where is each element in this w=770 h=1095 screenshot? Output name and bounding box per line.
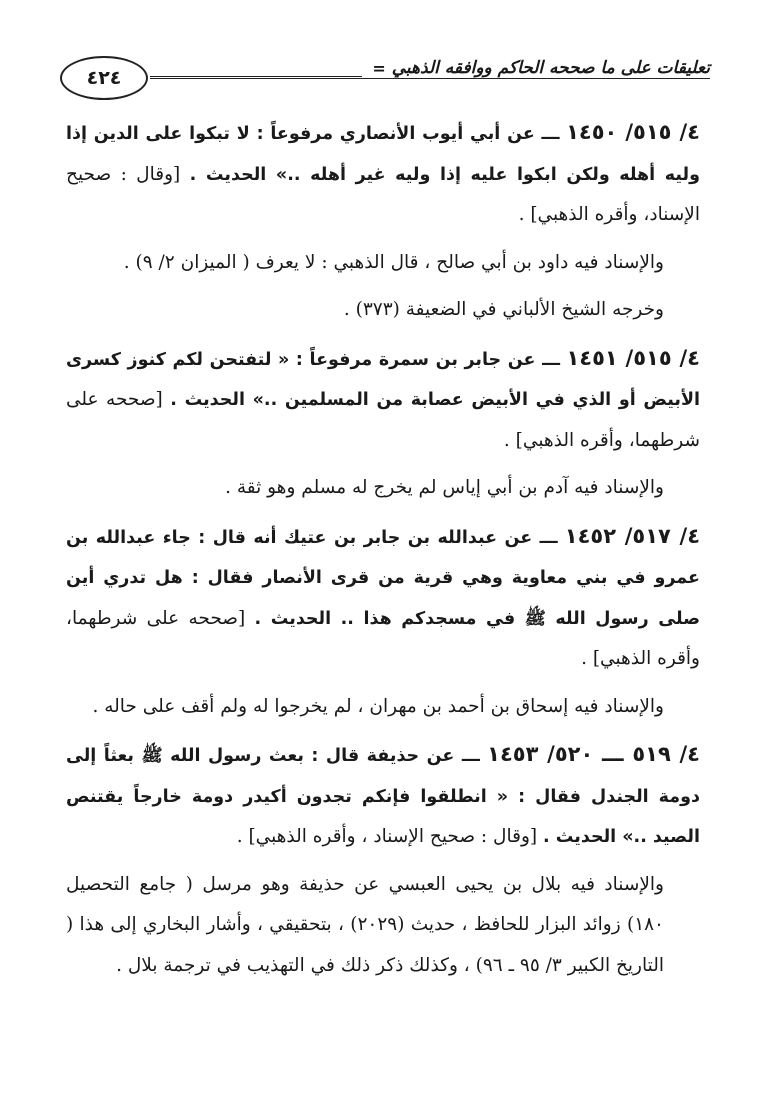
entry-ref: ٤/ ٥١٥/ ١٤٥٠ [566,120,700,144]
entry-text: ـــ عن عبدالله بن جابر بن عتيك أنه قال : جاء عبدالله بن عمرو في بني معاوية وهي قرية من قرى الأنصار فقال : هل تدري أين صلى رسول الله ﷺ في مسجدكم هذا .. الحديث . [66,527,700,629]
header-mark: = [372,58,384,78]
entry-text: ـــ عن حذيفة قال : بعث رسول الله ﷺ بعثاً إلى دومة الجندل فقال : « انطلقوا فإنكم تجدون أكيدر دومة خارجاً يقتنص الصيد ..» الحديث . [66,746,700,847]
entry-verdict: [وقال : صحيح الإسناد، وأقره الذهبي] . [66,163,700,225]
entry-1453 [66,734,700,858]
entry-note: والإسناد فيه آدم بن أبي إياس لم يخرج له مسلم وهو ثقة . [225,477,664,498]
entry-note: والإسناد فيه داود بن أبي صالح ، قال الذهبي : لا يعرف ( الميزان ٢/ ٩) . [123,251,664,273]
entry-ref: ٤/ ٥١٩ ـــ ٥٢٠/ ١٤٥٣ [487,742,700,766]
entry-ref: ٤/ ٥١٥/ ١٤٥١ [566,345,700,370]
entry-ref: ٤/ ٥١٧/ ١٤٥٢ [564,523,701,548]
page-number-badge [60,56,148,100]
entry-verdict: [صححه على شرطهما، وأقره الذهبي] . [66,389,700,451]
entry-1451 [66,338,700,462]
page-number: ٤٢٤ [86,67,122,89]
entry-verdict: [وقال : صحيح الإسناد ، وأقره الذهبي] . [236,826,538,847]
entry-1452 [66,516,700,680]
page-content [66,112,700,993]
entry-text: ـــ عن أبي أيوب الأنصاري مرفوعاً : لا تبكوا على الدين إذا وليه أهله ولكن ابكوا عليه إذا وليه غير أهله ..» الحديث . [66,124,700,185]
running-header [60,56,710,96]
entry-note: والإسناد فيه بلال بن يحيى العبسي عن حذيفة وهو مرسل ( جامع التحصيل ١٨٠) زوائد البزار للحافظ ، حديث (٢٠٢٩) ، بتحقيقي ، وأشار البخاري إلى هذا ( التاريخ الكبير ٣/ ٩٥ ـ ٩٦) ، وكذلك ذكر ذلك في التهذيب في ترجمة بلال . [66,873,664,976]
entry-1450 [66,112,700,236]
entry-note: وخرجه الشيخ الألباني في الضعيفة (٣٧٣) . [343,299,664,320]
entry-text: ـــ عن جابر بن سمرة مرفوعاً : « لتفتحن لكم كنوز كسرى الأبيض أو الذي في الأبيض عصابة من المسلمين ..» الحديث . [66,349,700,410]
entry-verdict: [صححه على شرطهما، وأقره الذهبي] . [66,607,700,669]
entry-note: والإسناد فيه إسحاق بن أحمد بن مهران ، لم يخرجوا له ولم أقف على حاله . [92,695,664,717]
header-title-block [362,58,710,78]
header-title: تعليقات على ما صححه الحاكم ووافقه الذهبي [391,58,710,78]
